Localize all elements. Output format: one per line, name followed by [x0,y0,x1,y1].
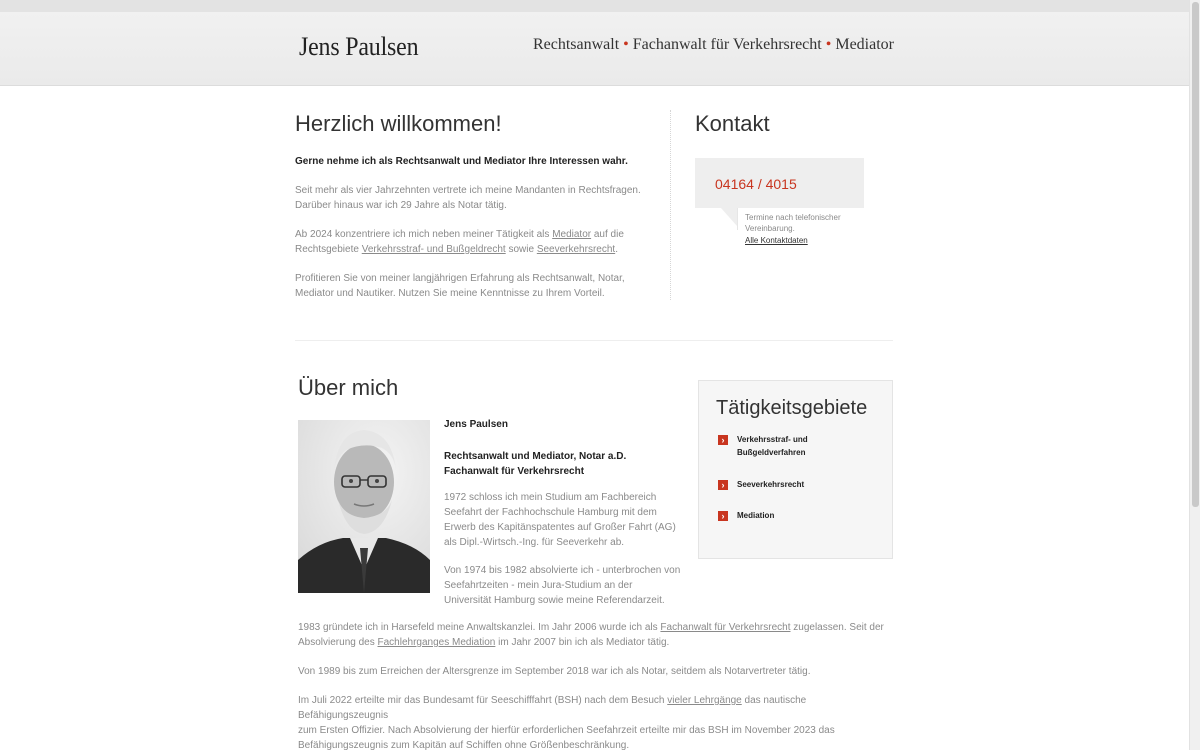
practice-area-label: Seeverkehrsrecht [737,480,805,489]
separator-dot: • [623,36,629,53]
scrollbar-thumb[interactable] [1192,2,1199,507]
bio-line: Befähigungszeugnis zum Kapitän auf Schiffen ohne Größenbeschränkung. [298,740,630,751]
person-title [444,449,626,479]
contact-details-link[interactable]: Alle Kontaktdaten [745,236,808,245]
vertical-scrollbar[interactable] [1189,0,1200,750]
top-strip [0,0,1190,12]
portrait-photo [298,420,430,593]
verkehrsstrafrecht-link[interactable]: Verkehrsstraf- und Bußgeldrecht [361,244,506,255]
welcome-heading: Herzlich willkommen! [295,111,502,136]
bio-line: Universität Hamburg sowie meine Referendarzeit. [444,595,665,606]
seeverkehrsrecht-link[interactable]: Seeverkehrsrecht [536,244,616,255]
welcome-p3-line1: Profitieren Sie von meiner langjährigen Erfahrung als Rechtsanwalt, Notar, [295,273,625,284]
text: zugelassen. Seit der [790,622,884,633]
practice-area-label: Mediation [737,511,775,520]
text: sowie [505,244,537,255]
chevron-right-icon: › [718,435,728,445]
welcome-p1-line1: Seit mehr als vier Jahrzehnten vertrete ich meine Mandanten in Rechtsfragen. [295,185,641,196]
contact-heading: Kontakt [695,111,770,136]
practice-area-label: Verkehrsstraf- und Bußgeldverfahren [737,435,808,457]
mediator-link[interactable]: Mediator [552,229,592,240]
practice-areas-heading: Tätigkeitsgebiete [716,397,868,419]
phone-number[interactable]: 04164 / 4015 [715,176,797,192]
bio-line: zum Ersten Offizier. Nach Absolvierung der hierfür erforderlichen Seefahrzeit erteilte mir das BSH im November 2023 das [298,725,835,736]
header-tagline [533,36,894,54]
bio-line: Erwerb des Kapitänspatentes auf Großer Fahrt (AG) [444,522,676,533]
divider [737,208,738,230]
site-header [0,12,1190,86]
welcome-paragraph-2 [295,227,655,257]
tagline-item-rechtsanwalt: Rechtsanwalt [532,36,620,53]
person-name: Jens Paulsen [444,419,508,430]
about-heading: Über mich [298,375,399,400]
title-line-2: Fachanwalt für Verkehrsrecht [444,466,585,477]
text: Rechtsgebiete [295,244,362,255]
tagline-item-mediator: Mediator [835,36,894,53]
contact-note: Termine nach telefonischer Vereinbarung. [745,213,841,233]
phone-box [695,158,864,208]
bio-line: Von 1974 bis 1982 absolvierte ich - unterbrochen von [444,565,681,576]
welcome-p1-line2: Darüber hinaus war ich 29 Jahre als Notar tätig. [295,200,507,211]
text: 1983 gründete ich in Harsefeld meine Anwaltskanzlei. Im Jahr 2006 wurde ich als [298,622,661,633]
bio-line: Seefahrtzeiten - mein Jura-Studium an der [444,580,633,591]
bio-paragraph-4: Von 1989 bis zum Erreichen der Altersgrenze im September 2018 war ich als Notar, seitdem als Notarvertreter tätig. [298,666,811,677]
bio-paragraph-3 [298,620,898,650]
tagline-item-fachanwalt: Fachanwalt für Verkehrsrecht [632,36,822,53]
text: auf die [591,229,624,240]
bio-line: 1972 schloss ich mein Studium am Fachbereich [444,492,657,503]
welcome-lead: Gerne nehme ich als Rechtsanwalt und Mediator Ihre Interessen wahr. [295,156,628,167]
site-logo[interactable]: Jens Paulsen [299,32,419,61]
bio-paragraph-1 [444,490,684,550]
lehrgaenge-link[interactable]: vieler Lehrgänge [667,695,742,706]
section-divider [295,340,893,341]
column-divider [670,110,671,300]
welcome-paragraph-1 [295,183,655,213]
speech-bubble-tail [721,208,737,226]
bio-paragraph-5 [298,693,898,753]
text: im Jahr 2007 bin ich als Mediator tätig. [495,637,670,648]
welcome-p3-line2: Mediator und Nautiker. Nutzen Sie meine Kenntnisse zu Ihrem Vorteil. [295,288,605,299]
practice-areas-box [698,380,893,559]
separator-dot: • [825,36,832,53]
welcome-paragraph-3 [295,271,655,301]
title-line-1: Rechtsanwalt und Mediator, Notar a.D. [444,451,627,462]
fachanwalt-link[interactable]: Fachanwalt für Verkehrsrecht [660,622,791,633]
bio-paragraph-2 [444,563,684,608]
chevron-right-icon: › [718,480,728,490]
text: das nautische Befähigungszeugnis [298,695,807,721]
chevron-right-icon: › [718,511,728,521]
text: Absolvierung des [298,637,378,648]
fachlehrgang-mediation-link[interactable]: Fachlehrganges Mediation [377,637,496,648]
bio-line: als Dipl.-Wirtsch.-Ing. für Seeverkehr ab. [444,537,625,548]
bio-line: Seefahrt der Fachhochschule Hamburg mit dem [444,507,657,518]
text: . [615,244,618,255]
text: Ab 2024 konzentriere ich mich neben meiner Tätigkeit als [295,229,553,240]
text: Im Juli 2022 erteilte mir das Bundesamt für Seeschifffahrt (BSH) nach dem Besuch [298,695,668,706]
